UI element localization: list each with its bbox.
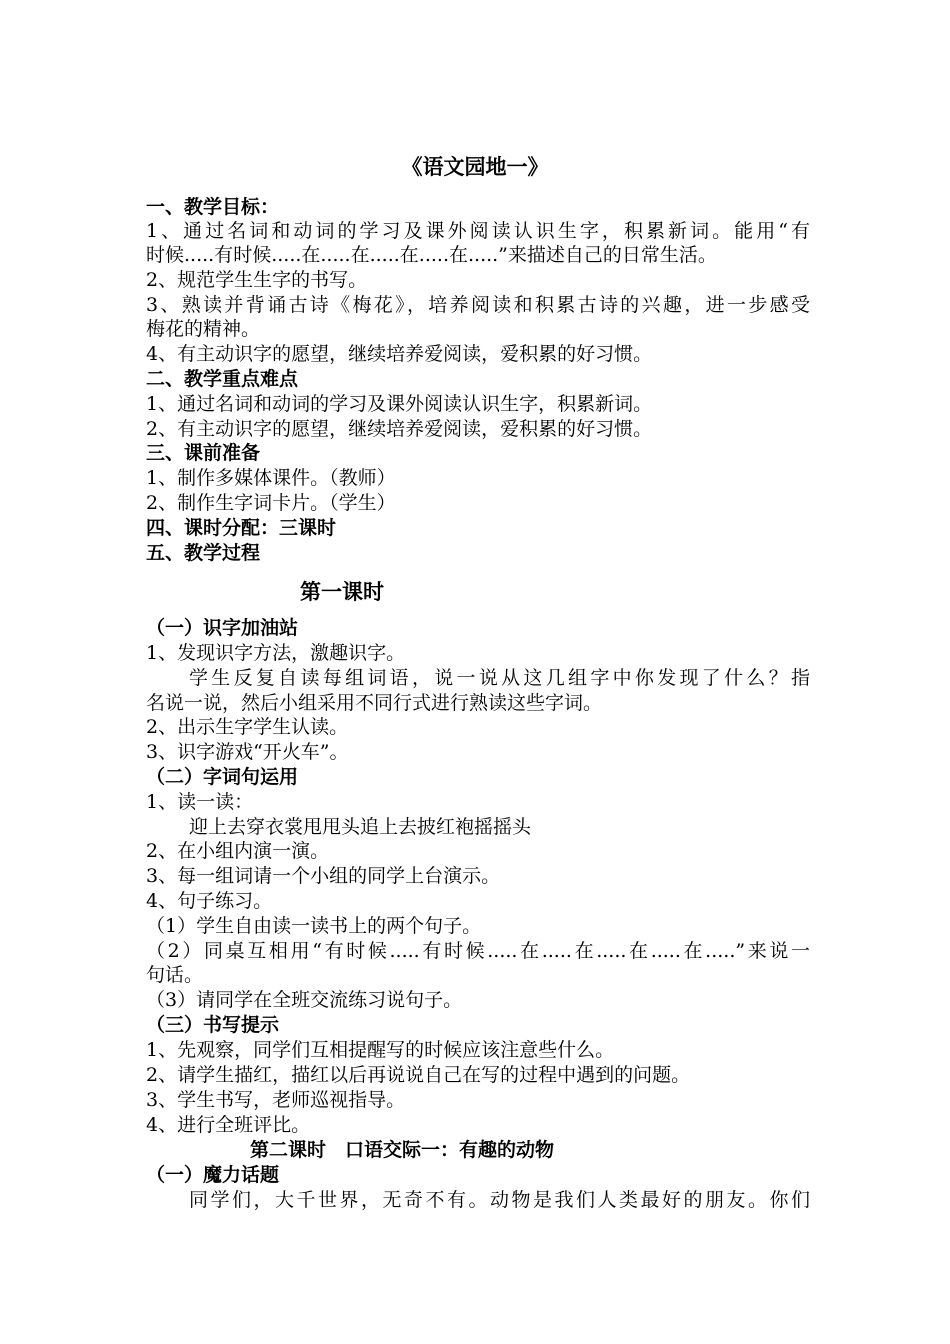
section-heading: 四、课时分配：三课时 [146, 517, 337, 539]
paragraph-line: 学生反复自读每组词语，说一说从这几组字中你发现了什么？指 [189, 667, 810, 689]
paragraph-line: 梅花的精神。 [146, 318, 261, 340]
paragraph-line: 2、请学生描红，描红以后再说说自己在写的过程中遇到的问题。 [146, 1064, 691, 1086]
paragraph-line: 1、发现识字方法，激趣识字。 [146, 642, 406, 664]
paragraph-line: 1、通过名词和动词的学习及课外阅读认识生字，积累新词。能用“有 [146, 220, 810, 242]
subsection-heading: （一）识字加油站 [146, 617, 299, 639]
lesson-heading: 第一课时 [300, 579, 384, 604]
paragraph-line: 1、通过名词和动词的学习及课外阅读认识生字，积累新词。 [146, 393, 653, 415]
section-heading: 二、教学重点难点 [146, 368, 299, 390]
paragraph-line: 4、句子练习。 [146, 890, 273, 912]
paragraph-line: 1、读一读： [146, 791, 254, 813]
paragraph-line: 2、在小组内演一演。 [146, 840, 330, 862]
paragraph-line: 1、制作多媒体课件。（教师） [146, 467, 396, 489]
paragraph-line: 3、学生书写，老师巡视指导。 [146, 1089, 406, 1111]
paragraph-line: 3、熟读并背诵古诗《梅花》，培养阅读和积累古诗的兴趣，进一步感受 [146, 294, 810, 316]
paragraph-line: 4、进行全班评比。 [146, 1114, 311, 1136]
paragraph-line: 句话。 [146, 964, 204, 986]
paragraph-line: （1）学生自由读一读书上的两个句子。 [146, 915, 482, 937]
paragraph-line: 4、有主动识字的愿望，继续培养爱阅读，爱积累的好习惯。 [146, 343, 653, 365]
subsection-heading: （二）字词句运用 [146, 766, 299, 788]
paragraph-line: 同学们，大千世界，无奇不有。动物是我们人类最好的朋友。你们 [189, 1189, 810, 1211]
paragraph-line: 2、规范学生生字的书写。 [146, 269, 368, 291]
lesson-heading: 第二课时 口语交际一：有趣的动物 [250, 1139, 555, 1161]
section-heading: 一、教学目标： [146, 196, 280, 218]
paragraph-line: 名说一说，然后小组采用不同行式进行熟读这些字词。 [146, 692, 603, 714]
paragraph-line: （3）请同学在全班交流练习说句子。 [146, 989, 463, 1011]
paragraph-line: 2、有主动识字的愿望，继续培养爱阅读，爱积累的好习惯。 [146, 418, 653, 440]
paragraph-line: 时候.....有时候.....在.....在.....在.....在.....”来描述自己的日常生活。 [146, 244, 717, 266]
paragraph-line: 2、制作生字词卡片。（学生） [146, 492, 396, 514]
paragraph-line: 3、识字游戏“开火车”。 [146, 741, 349, 763]
document-title: 《语文园地一》 [401, 154, 549, 179]
subsection-heading: （一）魔力话题 [146, 1164, 280, 1186]
paragraph-line: 1、先观察，同学们互相提醒写的时候应该注意些什么。 [146, 1039, 615, 1061]
section-heading: 三、课前准备 [146, 442, 261, 464]
word-list: 迎上去穿衣裳甩甩头追上去披红袍摇摇头 [189, 816, 532, 838]
paragraph-line: （2）同桌互相用“有时候.....有时候.....在.....在.....在.....在.....”来说一 [146, 940, 810, 962]
paragraph-line: 3、每一组词请一个小组的同学上台演示。 [146, 865, 501, 887]
paragraph-line: 2、出示生字学生认读。 [146, 716, 349, 738]
section-heading: 五、教学过程 [146, 542, 261, 564]
subsection-heading: （三）书写提示 [146, 1014, 280, 1036]
